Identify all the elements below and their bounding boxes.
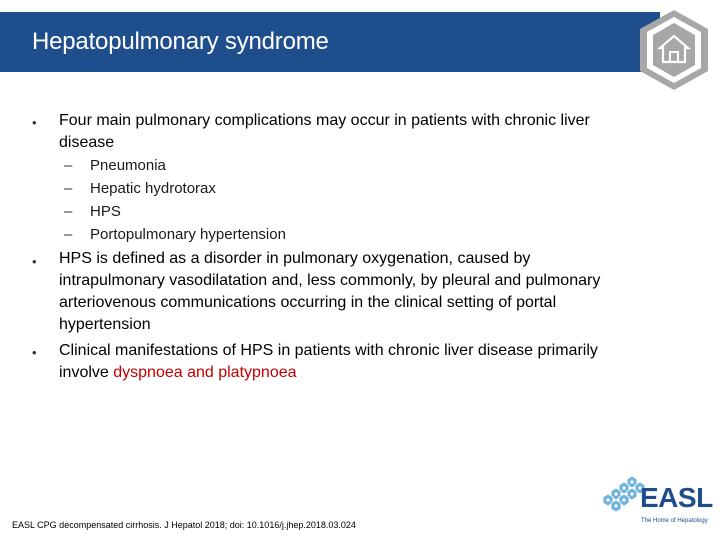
highlighted-symptoms: dyspnoea and platypnoea <box>113 364 297 381</box>
bullet-text <box>59 248 674 336</box>
bullet-line: Clinical manifestations of HPS in patients with chronic liver disease primarily <box>59 342 598 359</box>
sub-bullet-marker: – <box>64 226 73 243</box>
bullet-marker: • <box>32 115 37 130</box>
bullet-line <box>59 362 674 384</box>
sub-bullet-text: HPS <box>90 203 121 220</box>
sub-bullet-text: Portopulmonary hypertension <box>90 226 286 243</box>
easl-logo-tagline: The Home of Hepatology <box>641 518 708 524</box>
sub-bullet-marker: – <box>64 203 73 220</box>
citation: EASL CPG decompensated cirrhosis. J Hepatol 2018; doi: 10.1016/j.jhep.2018.03.024 <box>12 520 356 530</box>
bullet-line-prefix: involve <box>59 364 114 381</box>
bullet-marker: • <box>32 345 37 360</box>
page-title: Hepatopulmonary syndrome <box>32 28 329 55</box>
bullet-line: hypertension <box>59 316 151 333</box>
bullet-text <box>59 340 674 384</box>
sub-bullet-marker: – <box>64 180 73 197</box>
bullet-line: intrapulmonary vasodilatation and, less commonly, by pleural and pulmonary <box>59 272 601 289</box>
bullet-line: Four main pulmonary complications may occur in patients with chronic liver <box>59 112 590 129</box>
bullet-line: arteriovenous communications occurring in the clinical setting of portal <box>59 294 557 311</box>
bullet-marker: • <box>32 254 37 269</box>
bullet-text <box>59 110 674 154</box>
sub-bullet-text: Pneumonia <box>90 157 166 174</box>
bullet-line: disease <box>59 134 115 151</box>
bullet-line: HPS is defined as a disorder in pulmonary oxygenation, caused by <box>59 250 531 267</box>
sub-bullet-text: Hepatic hydrotorax <box>90 180 216 197</box>
sub-bullet-marker: – <box>64 157 73 174</box>
easl-logo-text: EASL <box>640 482 713 513</box>
